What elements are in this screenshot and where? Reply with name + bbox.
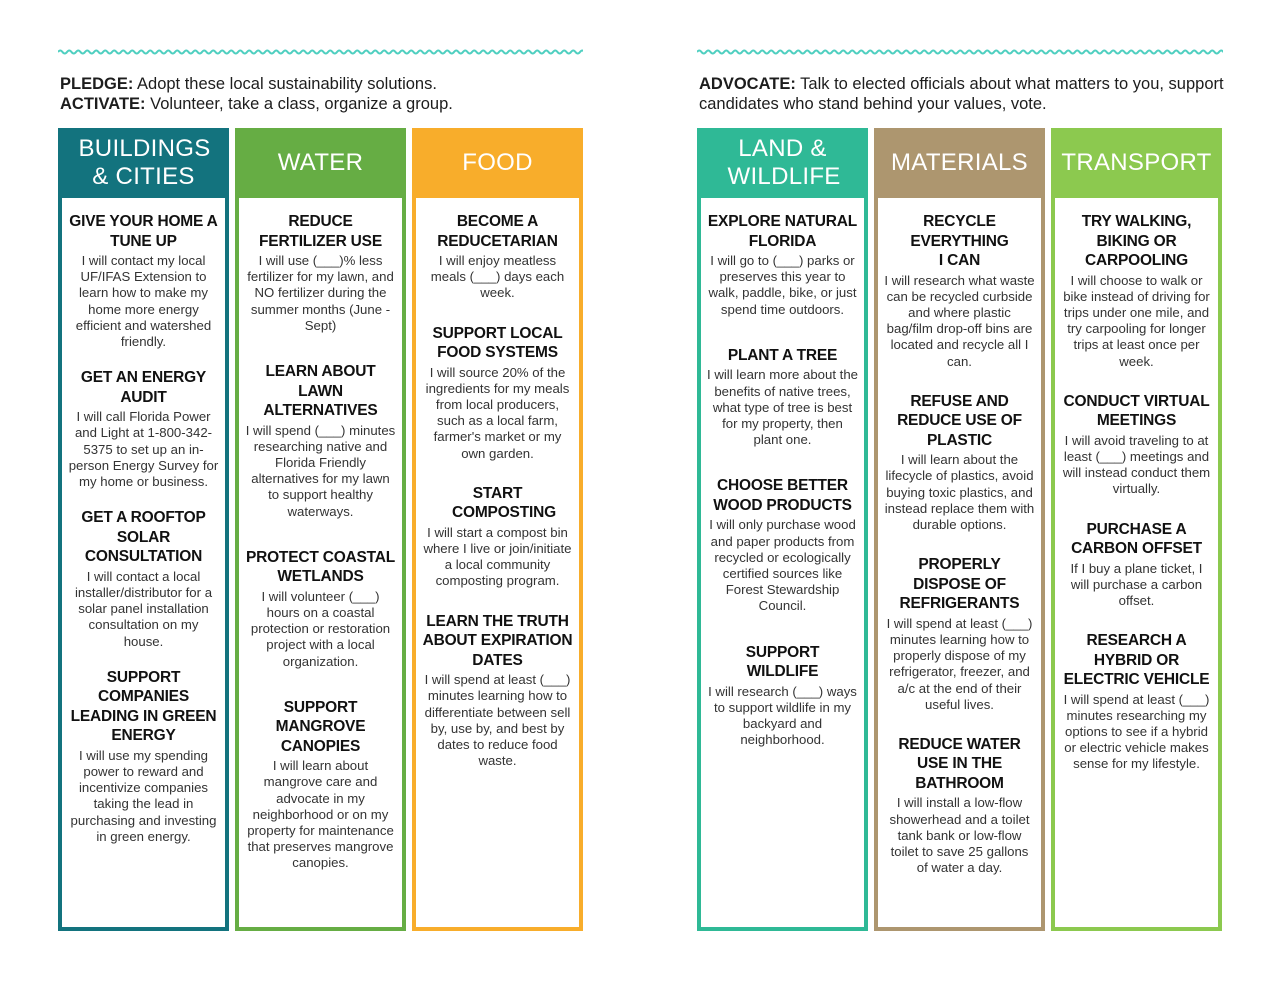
intro-text — [60, 74, 585, 114]
column-body — [416, 198, 579, 927]
pledge-item — [245, 362, 396, 520]
item-text: I will learn more about the benefits of native trees, what type of tree is best for my property, then plant one. — [707, 367, 858, 448]
column-header — [58, 128, 229, 198]
item-title: TRY WALKING, BIKING OR CARPOOLING — [1081, 213, 1192, 269]
wave-divider-icon — [58, 46, 583, 58]
item-title: RESEARCH A HYBRID OR ELECTRIC VEHICLE — [1063, 632, 1210, 689]
pledge-item — [68, 668, 219, 845]
pledge-item — [884, 212, 1035, 370]
column-header — [697, 128, 868, 198]
item-text: I will contact a local installer/distributor for a solar panel installation consultation on my house. — [74, 568, 213, 649]
item-title: REFUSE AND REDUCE USE OF PLASTIC — [897, 392, 1022, 449]
item-title: SUPPORT COMPANIES LEADING IN GREEN ENERGY — [70, 668, 217, 745]
item-title: PURCHASE A CARBON OFFSET — [1071, 520, 1202, 558]
pledge-item — [68, 368, 219, 490]
item-title: RECYCLE EVERYTHING I CAN — [910, 213, 1009, 269]
pledge-item — [245, 548, 396, 670]
item-text: I will install a low-flow showerhead and a toilet tank bank or low-flow toilet to save 25 gallons of water a day. — [889, 795, 1030, 876]
item-title: LEARN ABOUT LAWN ALTERNATIVES — [263, 363, 378, 420]
item-text: I will contact my local UF/IFAS Extension to learn how to make my home more energy efficient and watershed friendly. — [75, 253, 212, 350]
item-title: GIVE YOUR HOME A TUNE UP — [69, 213, 218, 250]
item-text: I will enjoy meatless meals (___) days each week. — [430, 253, 565, 301]
item-text: I will volunteer (___) hours on a coastal protection or restoration project with a local organization. — [250, 588, 391, 669]
column-body — [878, 198, 1041, 927]
pledge-item — [707, 476, 858, 614]
item-text: I will use my spending power to reward and incentivize companies taking the lead in purchasing and investing in green energy. — [70, 747, 217, 844]
item-text: I will call Florida Power and Light at 1-800-342-5375 to set up an in-person Energy Survey for my home or business. — [68, 409, 219, 490]
column-title: FOOD — [462, 149, 533, 176]
item-title: REDUCE FERTILIZER USE — [259, 213, 382, 250]
pledge-line — [60, 74, 585, 94]
pledge-item — [422, 484, 573, 590]
item-text: I will go to (___) parks or preserves this year to walk, paddle, bike, or just spend time outdoors. — [708, 253, 857, 317]
item-title: REDUCE WATER USE IN THE BATHROOM — [898, 735, 1021, 792]
item-text: I will choose to walk or bike instead of driving for trips under one mile, and try carpooling for longer trips at least once per week. — [1063, 272, 1210, 369]
item-title: SUPPORT MANGROVE CANOPIES — [275, 698, 366, 755]
item-text: I will research (___) ways to support wildlife in my backyard and neighborhood. — [708, 683, 857, 748]
column-land-wildlife — [697, 128, 868, 931]
advocate-label: ADVOCATE: — [699, 75, 796, 93]
item-title: GET AN ENERGY AUDIT — [80, 369, 207, 406]
item-title: PROPERLY DISPOSE OF REFRIGERANTS — [899, 556, 1020, 613]
pledge-item — [884, 735, 1035, 877]
item-title: CONDUCT VIRTUAL MEETINGS — [1063, 392, 1210, 430]
pledge-item — [422, 212, 573, 302]
advocate-text: Talk to elected officials about what matters to you, support candidates who stand behind your values, vote. — [699, 75, 1224, 113]
item-text: I will spend (___) minutes researching native and Florida Friendly alternatives for my lawn to support healthy waterways. — [245, 422, 396, 519]
item-text: I will use (___)% less fertilizer for my lawn, and NO fertilizer during the summer months (June - Sept) — [247, 253, 394, 333]
item-text: I will spend at least (___) minutes researching my options to see if a hybrid or electric vehicle makes sense for my lifestyle. — [1063, 691, 1210, 772]
pledge-item — [245, 212, 396, 334]
column-body — [62, 198, 225, 927]
item-text: I will avoid traveling to at least (___) meetings and will instead conduct them virtually. — [1062, 432, 1211, 497]
pledge-item — [884, 392, 1035, 534]
column-title: TRANSPORT — [1061, 149, 1212, 176]
item-title: SUPPORT LOCAL FOOD SYSTEMS — [432, 324, 563, 362]
column-body — [239, 198, 402, 927]
advocate-line — [699, 74, 1225, 114]
column-buildings-cities — [58, 128, 229, 931]
item-text: I will research what waste can be recycled curbside and where plastic bag/film drop-off bins are located and recycle all I can. — [884, 272, 1035, 369]
pledge-item — [1061, 520, 1212, 610]
pledge-item — [422, 612, 573, 770]
pledge-item — [707, 212, 858, 318]
pledge-item — [1061, 631, 1212, 773]
pledge-item — [884, 555, 1035, 713]
item-title: START COMPOSTING — [452, 484, 556, 522]
column-materials — [874, 128, 1045, 931]
item-text: I will learn about mangrove care and advocate in my neighborhood or on my property for maintenance that preserves mangrove canopies. — [247, 758, 394, 871]
item-text: I will only purchase wood and paper products from recycled or ecologically certified sources like Forest Stewardship Council. — [709, 517, 856, 614]
item-title: EXPLORE NATURAL FLORIDA — [707, 213, 858, 250]
column-header — [235, 128, 406, 198]
activate-text: Volunteer, take a class, organize a group. — [145, 95, 453, 113]
column-header — [1051, 128, 1222, 198]
column-title: MATERIALS — [891, 149, 1028, 176]
column-body — [1055, 198, 1218, 927]
left-columns — [58, 128, 583, 931]
column-water — [235, 128, 406, 931]
item-text: If I buy a plane ticket, I will purchase a carbon offset. — [1070, 560, 1203, 608]
item-text: I will spend at least (___) minutes learning how to differentiate between sell by, use by, and best by dates to reduce food waste. — [424, 672, 571, 769]
pledge-item — [68, 508, 219, 650]
item-text: I will learn about the lifecycle of plastics, avoid buying toxic plastics, and instead replace them with durable options. — [884, 452, 1035, 533]
item-title: GET A ROOFTOP SOLAR CONSULTATION — [81, 509, 206, 566]
pledge-item — [245, 698, 396, 872]
item-title: PROTECT COASTAL WETLANDS — [245, 548, 396, 586]
right-columns — [697, 128, 1222, 931]
column-body — [701, 198, 864, 927]
column-title: BUILDINGS & CITIES — [78, 135, 211, 190]
item-title: LEARN THE TRUTH ABOUT EXPIRATION DATES — [422, 612, 573, 669]
pledge-text: Adopt these local sustainability solutions. — [133, 75, 437, 93]
pledge-item — [707, 643, 858, 749]
column-transport — [1051, 128, 1222, 931]
pledge-item — [1061, 392, 1212, 498]
item-text: I will source 20% of the ingredients for my meals from local producers, such as a local farm, farmer's market or my own garden. — [425, 364, 570, 461]
item-title: SUPPORT WILDLIFE — [745, 643, 820, 681]
column-title: WATER — [277, 149, 364, 176]
item-title: PLANT A TREE — [727, 346, 838, 364]
activate-line — [60, 94, 585, 114]
pledge-label: PLEDGE: — [60, 75, 134, 93]
column-food — [412, 128, 583, 931]
pledge-item — [422, 324, 573, 462]
item-text: I will spend at least (___) minutes learning how to properly dispose of my refrigerator, freezer, and a/c at the end of their useful lives. — [886, 615, 1033, 712]
item-text: I will start a compost bin where I live or join/initiate a local community composting program. — [423, 524, 572, 589]
item-title: BECOME A REDUCETARIAN — [437, 213, 558, 250]
wave-divider-icon — [697, 46, 1223, 58]
column-header — [412, 128, 583, 198]
column-title: LAND & WILDLIFE — [727, 135, 841, 190]
intro-text — [699, 74, 1225, 114]
pledge-item — [1061, 212, 1212, 370]
column-header — [874, 128, 1045, 198]
pledge-item — [707, 346, 858, 449]
item-title: CHOOSE BETTER WOOD PRODUCTS — [713, 477, 852, 514]
pledge-item — [68, 212, 219, 350]
activate-label: ACTIVATE: — [60, 95, 146, 113]
